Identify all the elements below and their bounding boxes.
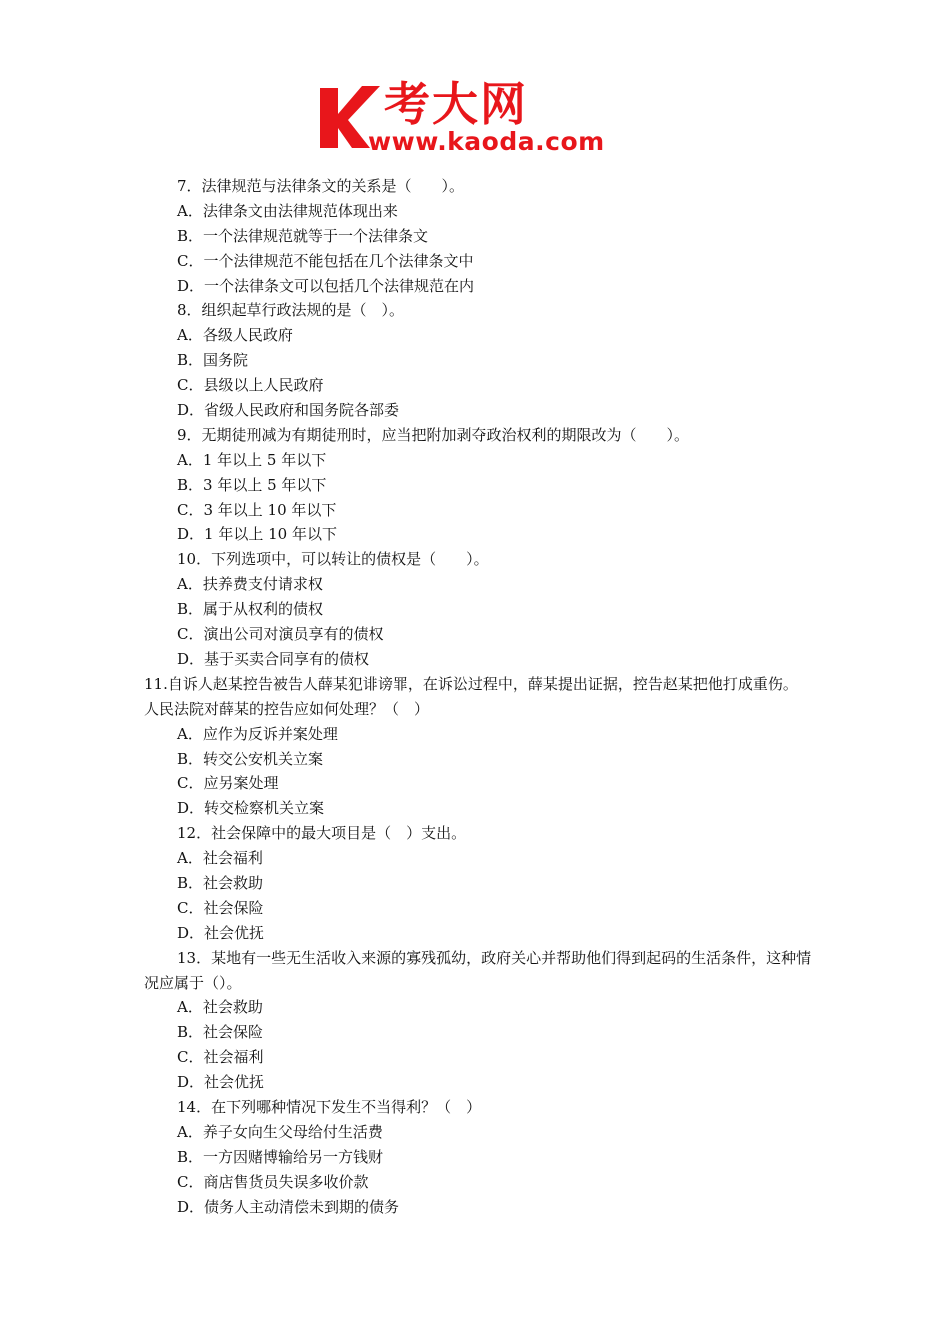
question-stem: 9．无期徒刑减为有期徒刑时，应当把附加剥夺政治权利的期限改为（ ）。 — [177, 425, 690, 444]
option-d: D．社会优抚 — [177, 923, 265, 942]
option-c: C．一个法律规范不能包括在几个法律条文中 — [177, 251, 474, 270]
option-c: C．演出公司对演员享有的债权 — [177, 625, 384, 644]
option-c: C．应另案处理 — [177, 774, 279, 793]
option-d: D．基于买卖合同享有的债权 — [177, 649, 370, 668]
option-d: D．省级人民政府和国务院各部委 — [177, 401, 400, 420]
question-stem: 14．在下列哪种情况下发生不当得利？（ ） — [177, 1098, 482, 1117]
option-d: D．一个法律条文可以包括几个法律规范在内 — [177, 276, 475, 295]
question-stem: 10．下列选项中，可以转让的债权是（ ）。 — [177, 550, 489, 569]
option-b: B．一方因赌博输给另一方钱财 — [177, 1147, 384, 1166]
option-c: C．3 年以上 10 年以下 — [177, 500, 337, 519]
question-stem: 12．社会保障中的最大项目是（ ）支出。 — [177, 824, 467, 843]
option-a: A．养子女向生父母给付生活费 — [177, 1122, 383, 1141]
logo-url: www.kaoda.com — [368, 127, 605, 156]
option-a: A．扶养费支付请求权 — [177, 575, 323, 594]
question-9 — [144, 423, 812, 547]
option-b: B．属于从权利的债权 — [177, 600, 324, 619]
option-b: B．3 年以上 5 年以下 — [177, 475, 327, 494]
question-14 — [144, 1095, 812, 1219]
option-b: B．社会保险 — [177, 1023, 264, 1042]
option-d: D．债务人主动清偿未到期的债务 — [177, 1197, 400, 1216]
option-a: A．1 年以上 5 年以下 — [177, 450, 327, 469]
question-stem: 13．某地有一些无生活收入来源的寡残孤幼，政府关心并帮助他们得到起码的生活条件，这种情况应属于（）。 — [144, 948, 812, 992]
question-8 — [144, 298, 812, 422]
option-d: D．社会优抚 — [177, 1073, 265, 1092]
question-10 — [144, 547, 812, 671]
option-c: C．县级以上人民政府 — [177, 376, 324, 395]
question-7 — [144, 174, 812, 298]
question-stem: 8．组织起草行政法规的是（ ）。 — [177, 301, 405, 320]
question-12 — [144, 821, 812, 945]
option-a: A．社会救助 — [177, 998, 263, 1017]
option-c: C．商店售货员失误多收价款 — [177, 1172, 369, 1191]
option-b: B．国务院 — [177, 351, 249, 370]
question-list — [144, 174, 812, 1219]
option-a: A．各级人民政府 — [177, 326, 293, 345]
question-stem: 7．法律规范与法律条文的关系是（ ）。 — [177, 177, 465, 195]
option-c: C．社会保险 — [177, 898, 264, 917]
option-a: A．应作为反诉并案处理 — [177, 724, 338, 743]
question-stem: 11.自诉人赵某控告被告人薛某犯诽谤罪，在诉讼过程中，薛某提出证据，控告赵某把他打成重伤。人民法院对薛某的控告应如何处理？（ ） — [144, 674, 798, 718]
option-a: A．法律条文由法律规范体现出来 — [177, 201, 398, 220]
option-b: B．社会救助 — [177, 873, 264, 892]
option-b: B．转交公安机关立案 — [177, 749, 324, 768]
logo-chinese-name: 考大网 — [384, 77, 528, 131]
option-d: D．1 年以上 10 年以下 — [177, 525, 337, 544]
question-11 — [144, 672, 812, 821]
site-logo — [318, 77, 638, 160]
option-b: B．一个法律规范就等于一个法律条文 — [177, 226, 429, 245]
option-a: A．社会福利 — [177, 849, 263, 868]
option-c: C．社会福利 — [177, 1048, 264, 1067]
option-d: D．转交检察机关立案 — [177, 799, 325, 818]
question-13 — [144, 946, 812, 1095]
